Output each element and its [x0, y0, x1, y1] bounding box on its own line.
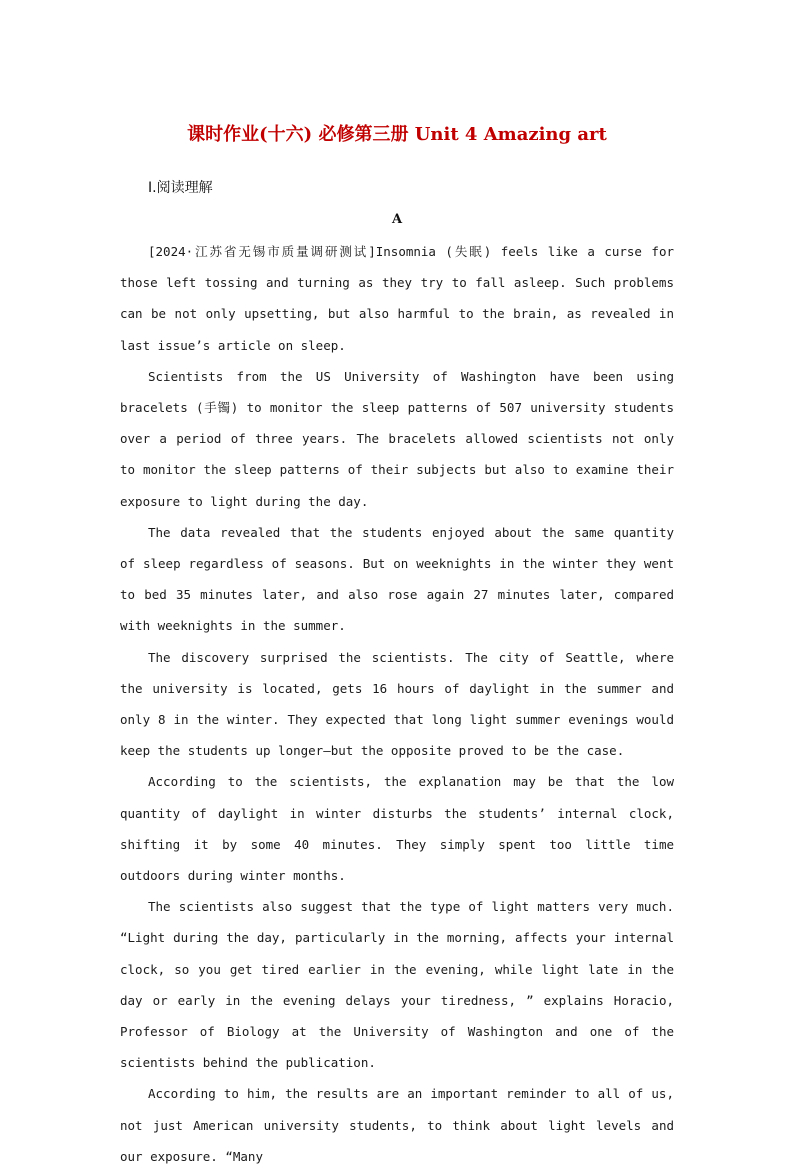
- paragraph-2: Scientists from the US University of Washington have been using bracelets (手镯) to monitor the sleep patterns of 507 university students over a period of three years. The bracelets allowed scientists not only to monitor the sleep patterns of their subjects but also to examine their exposure to light during the day.: [120, 368, 674, 509]
- paragraph-3: The data revealed that the students enjoyed about the same quantity of sleep regardless of seasons. But on weeknights in the winter they went to bed 35 minutes later, and also rose again 27 minutes later, compared with weeknights in the summer.: [120, 524, 674, 634]
- passage-label: A: [391, 212, 403, 227]
- paragraph-7: According to him, the results are an important reminder to all of us, not just American university students, to think about light levels and our exposure. “Many: [120, 1086, 674, 1164]
- paragraph-5: According to the scientists, the explanation may be that the low quantity of daylight in winter disturbs the students’ internal clock, shifting it by some 40 minutes. They simply spent too little time outdoors during winter months.: [120, 774, 674, 884]
- page-title: 课时作业(十六) 必修第三册 Unit 4 Amazing art: [187, 124, 607, 145]
- passage-body: [120, 236, 674, 1172]
- section-heading-reading: Ⅰ.阅读理解: [148, 180, 213, 196]
- paragraph-1: [2024·江苏省无锡市质量调研测试]Insomnia (失眠) feels like a curse for those left tossing and turning as they try to fall asleep. Such problems can be not only upsetting, but also harmful to the brain, as revealed in last issue’s article on sleep.: [120, 244, 674, 353]
- paragraph-4: The discovery surprised the scientists. The city of Seattle, where the university is located, gets 16 hours of daylight in the summer and only 8 in the winter. They expected that long light summer evenings would keep the students up longer—but the opposite proved to be the case.: [120, 649, 674, 759]
- paragraph-6: The scientists also suggest that the type of light matters very much. “Light during the day, particularly in the morning, affects your internal clock, so you get tired earlier in the evening, while light late in the day or early in the evening delays your tiredness, ” explains Horacio, Professor of Biology at the University of Washington and one of the scientists behind the publication.: [120, 899, 674, 1071]
